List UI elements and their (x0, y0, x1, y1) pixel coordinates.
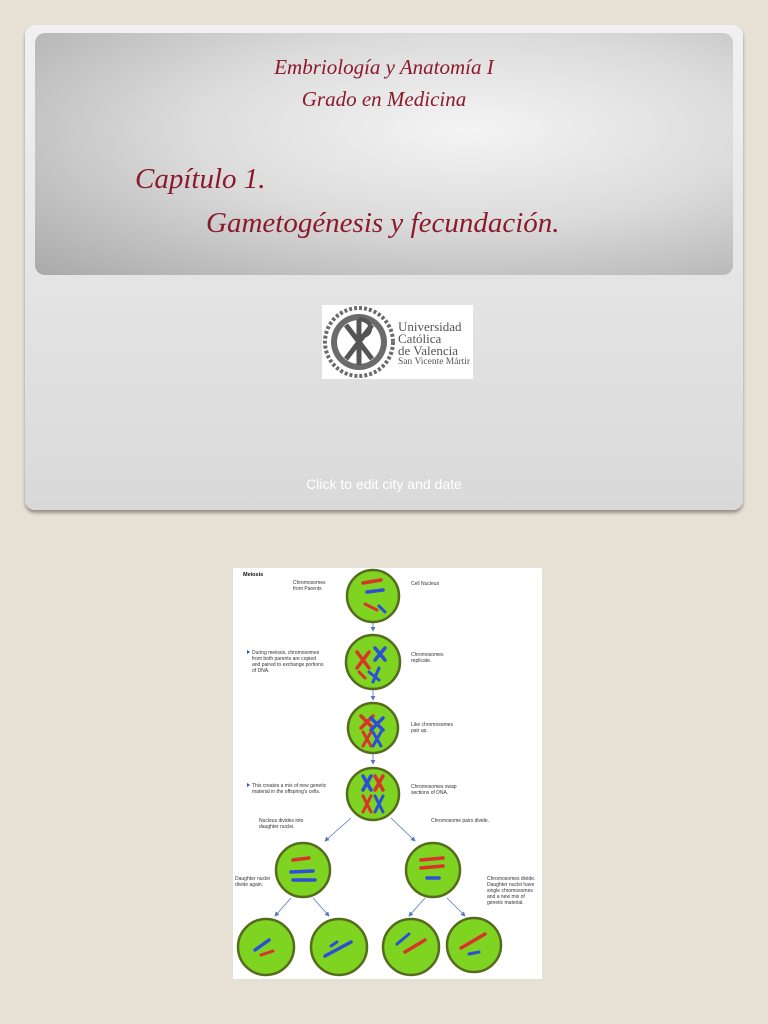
label-cell-nucleus: Cell Nucleus (411, 581, 440, 587)
daughter-cell-right (406, 843, 460, 897)
title-panel (35, 33, 733, 275)
figure-title: Meiosis (243, 572, 264, 578)
label-during-meiosis-4: of DNA. (252, 668, 270, 674)
label-chromosomes-divide-3: single chromosomes (487, 888, 533, 894)
label-chromosomes-divide-4: and a new mix of (487, 894, 525, 900)
granddaughter-cell-3 (383, 919, 439, 975)
cell-4 (347, 768, 399, 820)
label-daughter-divide-1: Daughter nuclei (235, 876, 271, 882)
label-from-parents: from Parents (293, 586, 322, 592)
label-mix-2: material in the offspring's cells. (252, 789, 321, 795)
daughter-cell-left (276, 843, 330, 897)
label-like-2: pair up. (411, 728, 428, 734)
label-replicate-1: Chromosomes (411, 652, 444, 658)
label-mix-1: This creates a mix of new genetic (252, 783, 327, 789)
label-chromosomes-parents: Chromosomes (293, 580, 326, 586)
cell-1 (347, 570, 399, 622)
bullet-icon (247, 650, 250, 654)
meiosis-diagram (233, 568, 542, 979)
university-logo (322, 305, 473, 379)
granddaughter-cell-1 (238, 919, 294, 975)
title-slide (25, 25, 743, 510)
chi-rho-emblem-icon (322, 305, 396, 379)
label-nucleus-divides-1: Nucleus divides into (259, 818, 304, 824)
logo-line-3: de Valencia (398, 343, 459, 358)
label-chromosomes-divide-1: Chromosomes divide. (487, 876, 536, 882)
label-during-meiosis-2: from both parents are copied (252, 656, 316, 662)
chapter-title: Gametogénesis y fecundación. (206, 207, 560, 239)
granddaughter-cell-2 (311, 919, 367, 975)
logo-line-1: Universidad (398, 319, 462, 334)
label-chromosomes-divide-2: Daughter nuclei have (487, 882, 535, 888)
granddaughter-cell-4 (447, 918, 501, 972)
label-chromosomes-divide-5: genetic material. (487, 900, 524, 906)
label-swap-2: sections of DNA. (411, 790, 449, 796)
label-daughter-divide-2: divide again. (235, 882, 264, 888)
label-during-meiosis-3: and paired to exchange portions (252, 662, 324, 668)
logo-line-4: San Vicente Mártir (398, 357, 471, 367)
label-replicate-2: replicate. (411, 658, 432, 664)
logo-line-2: Católica (398, 331, 442, 346)
meiosis-figure (233, 568, 542, 979)
label-during-meiosis-1: During meiosis, chromosomes (252, 650, 320, 656)
degree-title: Grado en Medicina (301, 87, 467, 111)
cell-2 (346, 635, 400, 689)
label-pairs-divide: Chromosome pairs divide. (431, 818, 490, 824)
label-nucleus-divides-2: daughter nuclei. (259, 824, 295, 830)
cell-3 (348, 703, 398, 753)
logo-wordmark (398, 321, 472, 368)
city-date-placeholder[interactable]: Click to edit city and date (306, 476, 462, 492)
label-swap-1: Chromosomes swap (411, 784, 457, 790)
bullet-icon (247, 783, 250, 787)
chapter-number: Capítulo 1. (135, 163, 266, 195)
course-title: Embriología y Anatomía I (274, 55, 494, 79)
label-like-1: Like chromosomes (411, 722, 453, 728)
